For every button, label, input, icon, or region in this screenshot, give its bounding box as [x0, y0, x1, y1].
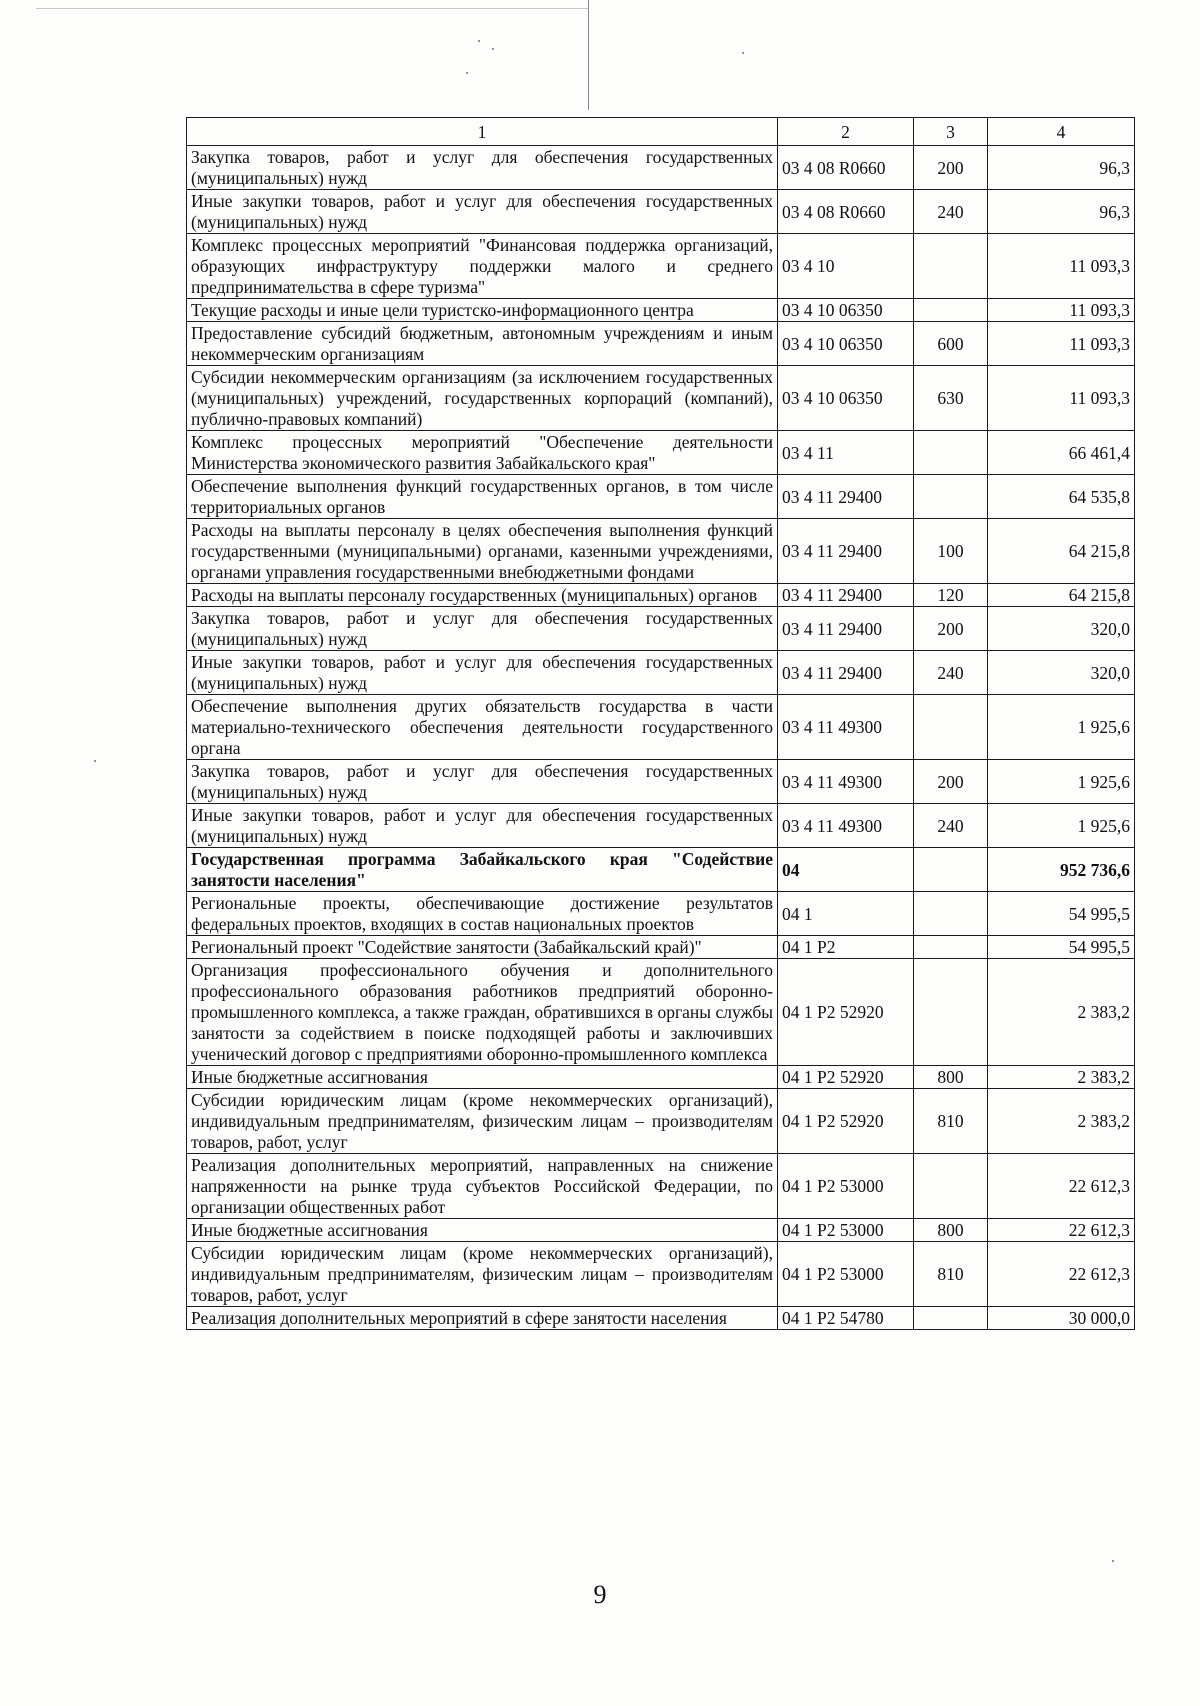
row-code-cell: 04 1 P2 52920 — [778, 959, 914, 1066]
row-code-cell: 04 1 P2 54780 — [778, 1307, 914, 1330]
row-expense-type-cell: 800 — [914, 1066, 988, 1089]
budget-table-body — [187, 118, 1135, 1330]
row-code-cell: 03 4 11 29400 — [778, 651, 914, 695]
row-name-cell: Субсидии юридическим лицам (кроме некоммерческих организаций), индивидуальным предпринимателям, физическим лицам – производителям товаров, работ, услуг — [187, 1089, 778, 1154]
row-name-cell: Субсидии некоммерческим организациям (за исключением государственных (муниципальных) учреждений, государственных корпораций (компаний), публично-правовых компаний) — [187, 366, 778, 431]
row-code-cell: 04 1 P2 53000 — [778, 1219, 914, 1242]
row-expense-type-cell: 800 — [914, 1219, 988, 1242]
scan-speck — [94, 760, 96, 762]
row-code-cell: 03 4 08 R0660 — [778, 146, 914, 190]
row-code-cell: 03 4 10 06350 — [778, 366, 914, 431]
row-expense-type-cell: 100 — [914, 519, 988, 584]
row-expense-type-cell: 240 — [914, 651, 988, 695]
row-expense-type-cell: 630 — [914, 366, 988, 431]
scan-speck — [478, 40, 480, 42]
row-code-cell: 04 1 P2 53000 — [778, 1242, 914, 1307]
table-row — [187, 892, 1135, 936]
budget-table — [186, 117, 1135, 1330]
row-code-cell: 03 4 08 R0660 — [778, 190, 914, 234]
row-expense-type-cell — [914, 892, 988, 936]
row-name-cell: Закупка товаров, работ и услуг для обеспечения государственных (муниципальных) нужд — [187, 760, 778, 804]
row-name-cell: Расходы на выплаты персоналу в целях обеспечения выполнения функций государственными (муниципальными) органами, казенными учреждениями, органами управления государственными внебюджетными фондами — [187, 519, 778, 584]
row-name-cell: Реализация дополнительных мероприятий, направленных на снижение напряженности на рынке труда субъектов Российской Федерации, по организации общественных работ — [187, 1154, 778, 1219]
row-code-cell: 04 — [778, 848, 914, 892]
row-amount-cell: 320,0 — [988, 607, 1135, 651]
row-amount-cell: 54 995,5 — [988, 892, 1135, 936]
table-row — [187, 146, 1135, 190]
row-expense-type-cell: 810 — [914, 1242, 988, 1307]
row-name-cell: Региональный проект "Содействие занятости (Забайкальский край)" — [187, 936, 778, 959]
row-code-cell: 03 4 11 29400 — [778, 607, 914, 651]
row-amount-cell: 11 093,3 — [988, 322, 1135, 366]
table-header-row — [187, 118, 1135, 146]
table-row — [187, 1066, 1135, 1089]
table-row — [187, 519, 1135, 584]
row-expense-type-cell: 200 — [914, 607, 988, 651]
row-name-cell: Предоставление субсидий бюджетным, автономным учреждениям и иным некоммерческим организациям — [187, 322, 778, 366]
row-amount-cell: 11 093,3 — [988, 366, 1135, 431]
row-expense-type-cell — [914, 848, 988, 892]
row-amount-cell: 96,3 — [988, 190, 1135, 234]
row-name-cell: Текущие расходы и иные цели туристско-информационного центра — [187, 299, 778, 322]
row-code-cell: 03 4 11 49300 — [778, 695, 914, 760]
row-code-cell: 03 4 11 29400 — [778, 475, 914, 519]
row-amount-cell: 64 215,8 — [988, 519, 1135, 584]
table-row — [187, 431, 1135, 475]
table-row — [187, 299, 1135, 322]
row-expense-type-cell: 240 — [914, 804, 988, 848]
row-name-cell: Иные бюджетные ассигнования — [187, 1066, 778, 1089]
row-code-cell: 03 4 11 29400 — [778, 519, 914, 584]
row-amount-cell: 2 383,2 — [988, 1066, 1135, 1089]
table-row — [187, 1219, 1135, 1242]
row-expense-type-cell — [914, 1154, 988, 1219]
table-row — [187, 584, 1135, 607]
row-code-cell: 03 4 11 — [778, 431, 914, 475]
table-row — [187, 959, 1135, 1066]
row-expense-type-cell: 200 — [914, 760, 988, 804]
row-name-cell: Государственная программа Забайкальского края "Содействие занятости населения" — [187, 848, 778, 892]
scan-speck — [492, 48, 494, 50]
row-code-cell: 03 4 10 — [778, 234, 914, 299]
row-name-cell: Комплекс процессных мероприятий "Финансовая поддержка организаций, образующих инфраструктуру поддержки малого и среднего предпринимательства в сфере туризма" — [187, 234, 778, 299]
row-name-cell: Расходы на выплаты персоналу государственных (муниципальных) органов — [187, 584, 778, 607]
row-name-cell: Обеспечение выполнения других обязательств государства в части материально-технического обеспечения деятельности государственного органа — [187, 695, 778, 760]
table-row — [187, 322, 1135, 366]
row-expense-type-cell — [914, 431, 988, 475]
row-code-cell: 04 1 P2 — [778, 936, 914, 959]
table-row — [187, 760, 1135, 804]
row-name-cell: Реализация дополнительных мероприятий в сфере занятости населения — [187, 1307, 778, 1330]
row-expense-type-cell — [914, 234, 988, 299]
row-amount-cell: 320,0 — [988, 651, 1135, 695]
row-expense-type-cell — [914, 959, 988, 1066]
column-header-3: 3 — [914, 118, 988, 146]
row-amount-cell: 11 093,3 — [988, 299, 1135, 322]
row-name-cell: Иные закупки товаров, работ и услуг для обеспечения государственных (муниципальных) нужд — [187, 190, 778, 234]
row-code-cell: 04 1 P2 53000 — [778, 1154, 914, 1219]
table-row — [187, 695, 1135, 760]
column-header-4: 4 — [988, 118, 1135, 146]
row-expense-type-cell: 810 — [914, 1089, 988, 1154]
row-expense-type-cell — [914, 695, 988, 760]
table-row — [187, 607, 1135, 651]
scan-artifact — [36, 8, 588, 9]
scan-speck — [742, 52, 744, 54]
table-row — [187, 1307, 1135, 1330]
row-expense-type-cell — [914, 475, 988, 519]
row-amount-cell: 30 000,0 — [988, 1307, 1135, 1330]
row-expense-type-cell — [914, 936, 988, 959]
row-amount-cell: 22 612,3 — [988, 1242, 1135, 1307]
table-row — [187, 1089, 1135, 1154]
row-amount-cell: 64 535,8 — [988, 475, 1135, 519]
row-amount-cell: 2 383,2 — [988, 1089, 1135, 1154]
row-expense-type-cell: 120 — [914, 584, 988, 607]
row-name-cell: Обеспечение выполнения функций государственных органов, в том числе территориальных органов — [187, 475, 778, 519]
table-row — [187, 234, 1135, 299]
row-expense-type-cell: 240 — [914, 190, 988, 234]
row-name-cell: Комплекс процессных мероприятий "Обеспечение деятельности Министерства экономического развития Забайкальского края" — [187, 431, 778, 475]
row-name-cell: Региональные проекты, обеспечивающие достижение результатов федеральных проектов, входящих в состав национальных проектов — [187, 892, 778, 936]
row-name-cell: Иные закупки товаров, работ и услуг для обеспечения государственных (муниципальных) нужд — [187, 651, 778, 695]
row-amount-cell: 1 925,6 — [988, 695, 1135, 760]
table-row — [187, 190, 1135, 234]
row-amount-cell: 11 093,3 — [988, 234, 1135, 299]
row-code-cell: 03 4 11 49300 — [778, 760, 914, 804]
table-row — [187, 848, 1135, 892]
row-amount-cell: 1 925,6 — [988, 804, 1135, 848]
row-code-cell: 04 1 P2 52920 — [778, 1089, 914, 1154]
scan-artifact — [588, 0, 589, 110]
table-row — [187, 804, 1135, 848]
table-row — [187, 366, 1135, 431]
row-expense-type-cell: 600 — [914, 322, 988, 366]
row-amount-cell: 96,3 — [988, 146, 1135, 190]
row-amount-cell: 952 736,6 — [988, 848, 1135, 892]
row-name-cell: Закупка товаров, работ и услуг для обеспечения государственных (муниципальных) нужд — [187, 607, 778, 651]
row-name-cell: Закупка товаров, работ и услуг для обеспечения государственных (муниципальных) нужд — [187, 146, 778, 190]
column-header-2: 2 — [778, 118, 914, 146]
page-number: 9 — [593, 1580, 607, 1609]
row-code-cell: 03 4 10 06350 — [778, 299, 914, 322]
row-amount-cell: 2 383,2 — [988, 959, 1135, 1066]
row-code-cell: 04 1 — [778, 892, 914, 936]
row-amount-cell: 1 925,6 — [988, 760, 1135, 804]
table-row — [187, 1242, 1135, 1307]
scan-speck — [466, 72, 468, 74]
row-amount-cell: 66 461,4 — [988, 431, 1135, 475]
table-row — [187, 936, 1135, 959]
row-code-cell: 03 4 10 06350 — [778, 322, 914, 366]
row-name-cell: Иные бюджетные ассигнования — [187, 1219, 778, 1242]
row-amount-cell: 22 612,3 — [988, 1219, 1135, 1242]
row-code-cell: 03 4 11 49300 — [778, 804, 914, 848]
row-amount-cell: 22 612,3 — [988, 1154, 1135, 1219]
row-name-cell: Иные закупки товаров, работ и услуг для обеспечения государственных (муниципальных) нужд — [187, 804, 778, 848]
table-row — [187, 475, 1135, 519]
row-amount-cell: 64 215,8 — [988, 584, 1135, 607]
row-code-cell: 03 4 11 29400 — [778, 584, 914, 607]
row-code-cell: 04 1 P2 52920 — [778, 1066, 914, 1089]
row-amount-cell: 54 995,5 — [988, 936, 1135, 959]
row-expense-type-cell: 200 — [914, 146, 988, 190]
column-header-1: 1 — [187, 118, 778, 146]
scan-speck — [1112, 1560, 1114, 1562]
table-row — [187, 651, 1135, 695]
row-name-cell: Организация профессионального обучения и дополнительного профессионального образования работников предприятий оборонно-промышленного комплекса, а также граждан, обратившихся в органы службы занятости за содействием в поиске подходящей работы и заключивших ученический договор с предприятиями оборонно-промышленного комплекса — [187, 959, 778, 1066]
row-expense-type-cell — [914, 299, 988, 322]
row-name-cell: Субсидии юридическим лицам (кроме некоммерческих организаций), индивидуальным предпринимателям, физическим лицам – производителям товаров, работ, услуг — [187, 1242, 778, 1307]
table-row — [187, 1154, 1135, 1219]
row-expense-type-cell — [914, 1307, 988, 1330]
